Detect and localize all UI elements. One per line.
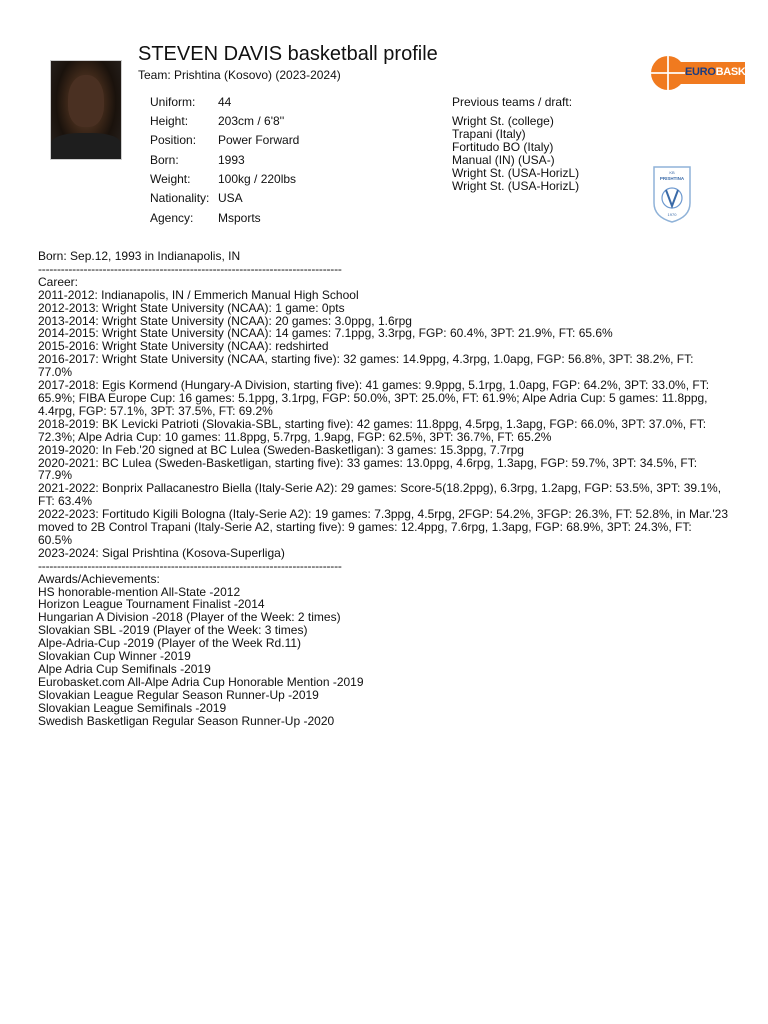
page-title: STEVEN DAVIS basketball profile bbox=[138, 43, 438, 65]
career-entry: 2016-2017: Wright State University (NCAA, starting five): 32 games: 14.9ppg, 4.3rpg, 1.0apg, FGP: 56.8%, 3PT: 38.2%, FT: 77.0% bbox=[38, 352, 694, 380]
career-entry: 2018-2019: BK Levicki Patrioti (Slovakia-SBL, starting five): 42 games: 11.8ppg, 4.5rpg, 1.3apg, FGP: 66.0%, 3PT: 37.0%, FT: 72.3%; Alpe Adria Cup: 10 games: 11.8ppg, 5.7rpg, 1.9apg, FGP: 62.5%, 3PT: 36.7%, FT: 65.2% bbox=[38, 416, 707, 444]
career-entry: 2015-2016: Wright State University (NCAA): redshirted bbox=[38, 339, 329, 354]
career-entry: 2019-2020: In Feb.'20 signed at BC Lulea (Sweden-Basketligan): 3 games: 15.3ppg, 7.7rpg bbox=[38, 442, 524, 457]
uniform-label: Uniform: bbox=[150, 95, 196, 109]
previous-team: Wright St. (USA-HorizL) bbox=[452, 166, 580, 180]
award-entry: Slovakian League Regular Season Runner-Up -2019 bbox=[38, 687, 319, 702]
club-crest-icon bbox=[652, 165, 692, 223]
born-value: 1993 bbox=[218, 153, 245, 167]
career-entry: 2014-2015: Wright State University (NCAA): 14 games: 7.1ppg, 3.3rpg, FGP: 60.4%, 3PT: 21.9%, FT: 65.6% bbox=[38, 326, 613, 341]
eurobasket-logo bbox=[651, 56, 760, 90]
career-entry: 2017-2018: Egis Kormend (Hungary-A Division, starting five): 41 games: 9.9ppg, 5.1rpg, 1.0apg, FGP: 64.2%, 3PT: 33.0%, FT: 65.9%; FIBA Europe Cup: 16 games: 5.1ppg, 3.1rpg, FGP: 50.0%, 3PT: 25.0%, FT: 61.9%; Alpe Adria Cup: 5 games: 11.8ppg, 4.4rpg, FGP: 57.1%, 3PT: 37.5%, FT: 69.2% bbox=[38, 378, 710, 418]
previous-team: Manual (IN) (USA-) bbox=[452, 153, 555, 167]
eurobasket-logo-text: EUROBASKET bbox=[685, 66, 760, 78]
previous-team: Fortitudo BO (Italy) bbox=[452, 140, 554, 154]
weight-label: Weight: bbox=[150, 172, 191, 186]
club-crest-name: PRISHTINA bbox=[659, 176, 685, 181]
club-crest-year: 1970 bbox=[667, 212, 677, 217]
career-entry: 2012-2013: Wright State University (NCAA): 1 game: 0pts bbox=[38, 300, 345, 315]
previous-teams-heading: Previous teams / draft: bbox=[452, 95, 573, 109]
award-entry: Hungarian A Division -2018 (Player of the Week: 2 times) bbox=[38, 610, 341, 625]
born-line: Born: Sep.12, 1993 in Indianapolis, IN bbox=[38, 249, 241, 263]
career-entry: 2020-2021: BC Lulea (Sweden-Basketligan, starting five): 33 games: 13.0ppg, 4.6rpg, 1.3apg, FGP: 59.7%, 3PT: 34.5%, FT: 77.9% bbox=[38, 455, 698, 483]
nationality-value: USA bbox=[218, 191, 243, 205]
position-label: Position: bbox=[150, 133, 197, 147]
award-entry: Swedish Basketligan Regular Season Runner-Up -2020 bbox=[38, 713, 335, 728]
award-entry: Alpe Adria Cup Semifinals -2019 bbox=[38, 662, 211, 676]
award-entry: Alpe-Adria-Cup -2019 (Player of the Week Rd.11) bbox=[38, 636, 302, 651]
career-entry: 2021-2022: Bonprix Pallacanestro Biella (Italy-Serie A2): 29 games: Score-5(18.2ppg), 6.3rpg, 1.2apg, FGP: 53.5%, 3PT: 39.1%, FT: 63.4% bbox=[38, 481, 722, 509]
weight-value: 100kg / 220lbs bbox=[218, 172, 297, 186]
career-heading: Career: bbox=[38, 274, 79, 289]
player-photo bbox=[50, 60, 122, 160]
height-label: Height: bbox=[150, 114, 189, 128]
born-label: Born: bbox=[150, 153, 179, 167]
previous-teams-list bbox=[452, 115, 579, 193]
career-entry: 2011-2012: Indianapolis, IN / Emmerich Manual High School bbox=[38, 287, 359, 302]
profile-body bbox=[38, 250, 728, 728]
separator: -------------------------------------------------------------------------------- bbox=[38, 262, 342, 276]
award-entry: Slovakian Cup Winner -2019 bbox=[38, 649, 191, 664]
nationality-label: Nationality: bbox=[150, 191, 210, 205]
career-entry: 2022-2023: Fortitudo Kigili Bologna (Italy-Serie A2): 19 games: 7.3ppg, 4.5rpg, 2FGP: 54.2%, 3FGP: 26.3%, FT: 52.8%, in Mar.'23 moved to 2B Control Trapani (Italy-Serie A2, starting five): 9 games: 12.4ppg, 7.6rpg, 1.3apg, FGP: 68.9%, 3PT: 24.3%, FT: 60.5% bbox=[38, 507, 728, 547]
basketball-icon bbox=[651, 56, 685, 90]
uniform-value: 44 bbox=[218, 95, 232, 109]
previous-team: Wright St. (college) bbox=[452, 114, 554, 128]
player-shirt bbox=[51, 133, 121, 159]
height-value: 203cm / 6'8'' bbox=[218, 114, 285, 128]
award-entry: Horizon League Tournament Finalist -2014 bbox=[38, 597, 265, 612]
award-entry: Slovakian SBL -2019 (Player of the Week: 3 times) bbox=[38, 623, 308, 638]
position-value: Power Forward bbox=[218, 133, 300, 147]
club-crest-small: KB bbox=[669, 170, 675, 175]
award-entry: Slovakian League Semifinals -2019 bbox=[38, 700, 227, 715]
agency-value: Msports bbox=[218, 211, 261, 225]
agency-label: Agency: bbox=[150, 211, 194, 225]
previous-team: Wright St. (USA-HorizL) bbox=[452, 179, 580, 193]
career-entry: 2023-2024: Sigal Prishtina (Kosova-Superliga) bbox=[38, 545, 285, 560]
separator: -------------------------------------------------------------------------------- bbox=[38, 559, 342, 573]
previous-team: Trapani (Italy) bbox=[452, 127, 526, 141]
career-entry: 2013-2014: Wright State University (NCAA): 20 games: 3.0ppg, 1.6rpg bbox=[38, 313, 412, 328]
awards-heading: Awards/Achievements: bbox=[38, 571, 160, 586]
award-entry: Eurobasket.com All-Alpe Adria Cup Honorable Mention -2019 bbox=[38, 674, 364, 689]
award-entry: HS honorable-mention All-State -2012 bbox=[38, 584, 241, 599]
team-line: Team: Prishtina (Kosovo) (2023-2024) bbox=[138, 68, 341, 82]
player-face bbox=[68, 75, 104, 127]
